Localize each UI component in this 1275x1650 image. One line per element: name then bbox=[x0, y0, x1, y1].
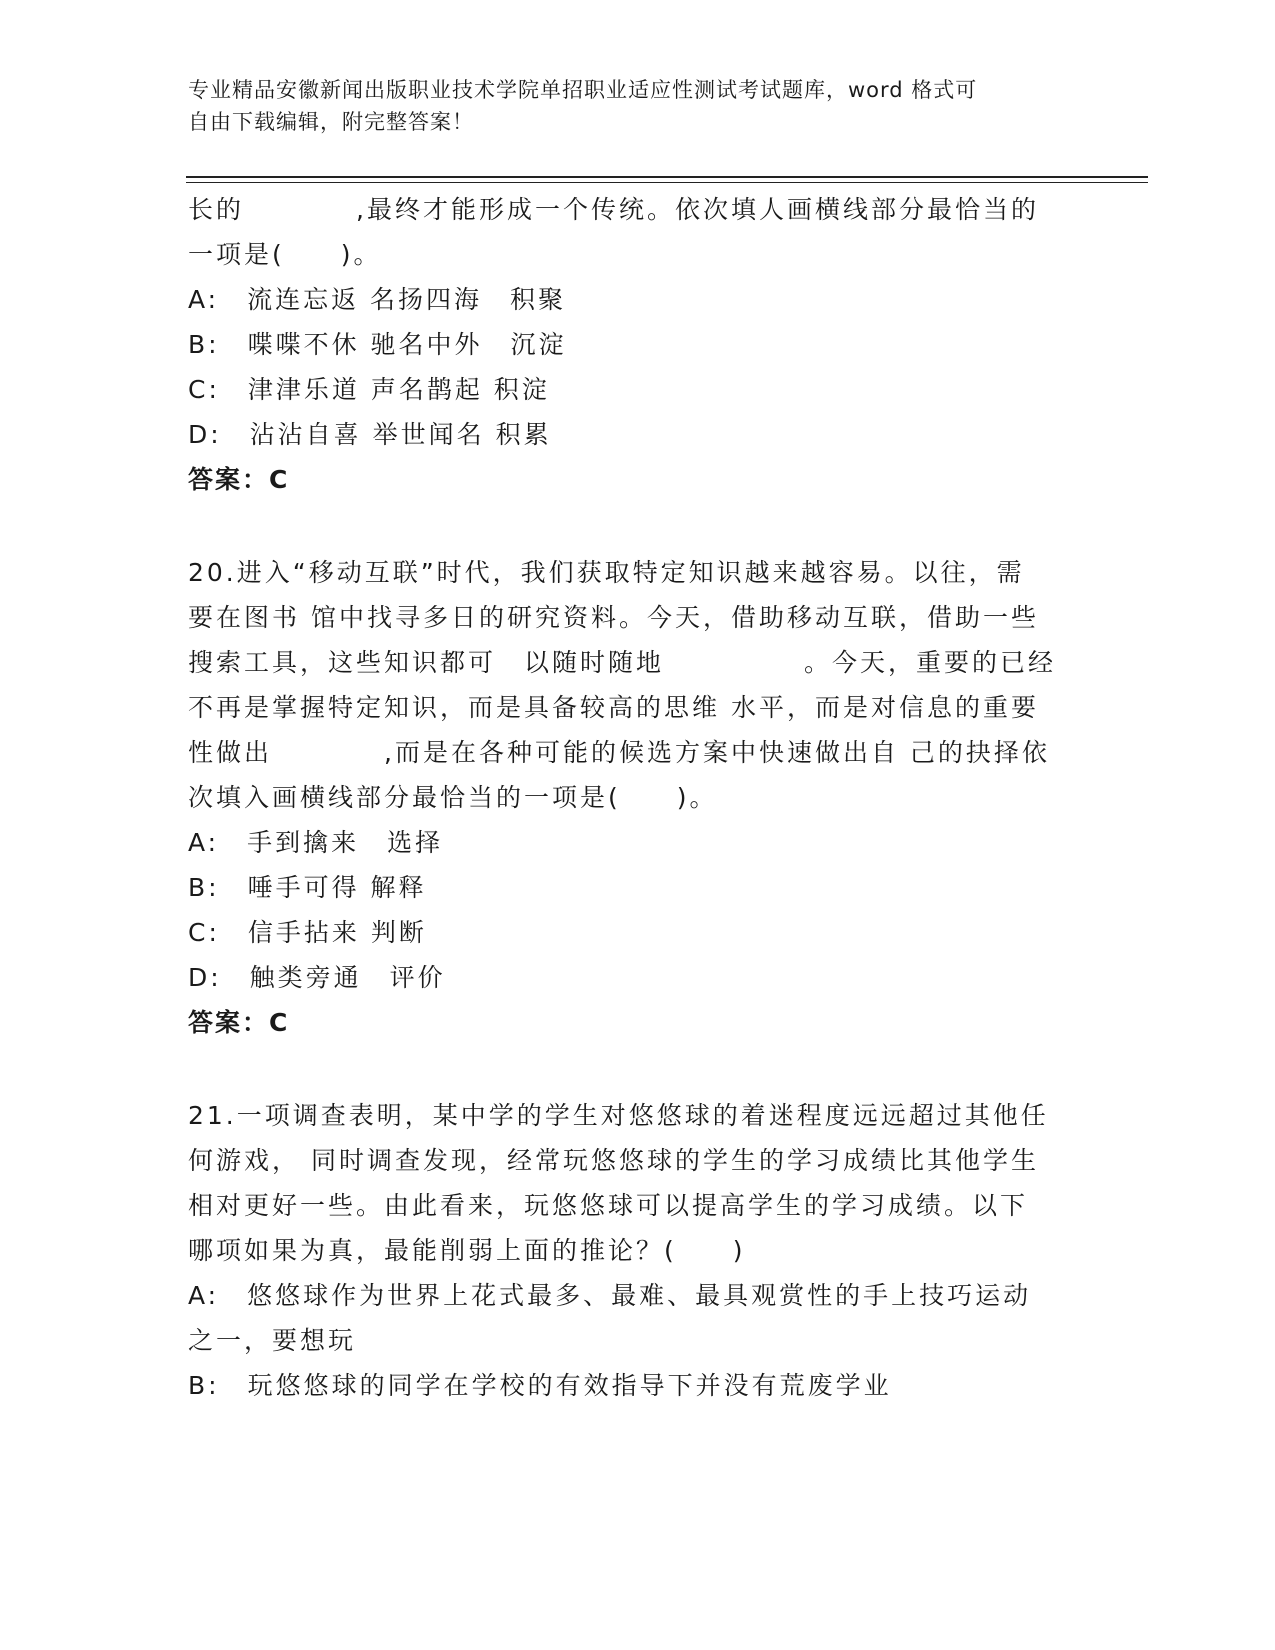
option-a-continued: 之一，要想玩 bbox=[188, 1326, 357, 1355]
header-line-1: 专业精品安徽新闻出版职业技术学院单招职业适应性测试考试题库，word 格式可 bbox=[188, 78, 978, 102]
question-text-line: 何游戏， 同时调查发现，经常玩悠悠球的学生的学习成绩比其他学生 bbox=[188, 1146, 1039, 1175]
question-text-line: 次填入画横线部分最恰当的一项是( )。 bbox=[188, 783, 718, 812]
option-a: A: 流连忘返 名扬四海 积聚 bbox=[188, 285, 567, 314]
answer-text: 答案：C bbox=[188, 1008, 290, 1037]
header-divider-thin bbox=[186, 182, 1148, 183]
option-d: D: 触类旁通 评价 bbox=[188, 963, 446, 992]
question-text-line: 性做出 ,而是在各种可能的候选方案中快速做出自 己的抉择依 bbox=[188, 738, 1050, 767]
question-text-line: 哪项如果为真，最能削弱上面的推论？( ) bbox=[188, 1236, 746, 1265]
option-b: B: 唾手可得 解释 bbox=[188, 873, 427, 902]
question-19 bbox=[188, 187, 1068, 502]
question-text-line: 搜索工具，这些知识都可 以随时随地 。今天，重要的已经 bbox=[188, 648, 1057, 677]
option-b: B: 喋喋不休 驰名中外 沉淀 bbox=[188, 330, 567, 359]
question-20 bbox=[188, 550, 1068, 1045]
option-c: C: 信手拈来 判断 bbox=[188, 918, 427, 947]
question-text-line: 相对更好一些。由此看来，玩悠悠球可以提高学生的学习成绩。以下 bbox=[188, 1191, 1029, 1220]
question-text-line: 20.进入“移动互联”时代，我们获取特定知识越来越容易。以往，需 bbox=[188, 558, 1025, 587]
option-b: B: 玩悠悠球的同学在学校的有效指导下并没有荒废学业 bbox=[188, 1371, 892, 1400]
header-line-2: 自由下载编辑，附完整答案！ bbox=[188, 110, 474, 134]
answer-text: 答案：C bbox=[188, 465, 290, 494]
question-text-line: 21.一项调查表明，某中学的学生对悠悠球的着迷程度远远超过其他任 bbox=[188, 1101, 1049, 1130]
option-c: C: 津津乐道 声名鹊起 积淀 bbox=[188, 375, 550, 404]
question-text-line: 长的 ,最终才能形成一个传统。依次填人画横线部分最恰当的 bbox=[188, 195, 1039, 224]
question-21 bbox=[188, 1093, 1068, 1408]
header-divider-thick bbox=[186, 176, 1148, 178]
document-body bbox=[188, 187, 1068, 1408]
question-text-line: 一项是( )。 bbox=[188, 240, 382, 269]
question-text-line: 不再是掌握特定知识，而是具备较高的思维 水平，而是对信息的重要 bbox=[188, 693, 1039, 722]
option-a: A: 悠悠球作为世界上花式最多、最难、最具观赏性的手上技巧运动 bbox=[188, 1281, 1032, 1310]
question-text-line: 要在图书 馆中找寻多日的研究资料。今天，借助移动互联，借助一些 bbox=[188, 603, 1039, 632]
option-a: A: 手到擒来 选择 bbox=[188, 828, 444, 857]
document-header bbox=[188, 74, 1068, 138]
option-d: D: 沾沾自喜 举世闻名 积累 bbox=[188, 420, 552, 449]
